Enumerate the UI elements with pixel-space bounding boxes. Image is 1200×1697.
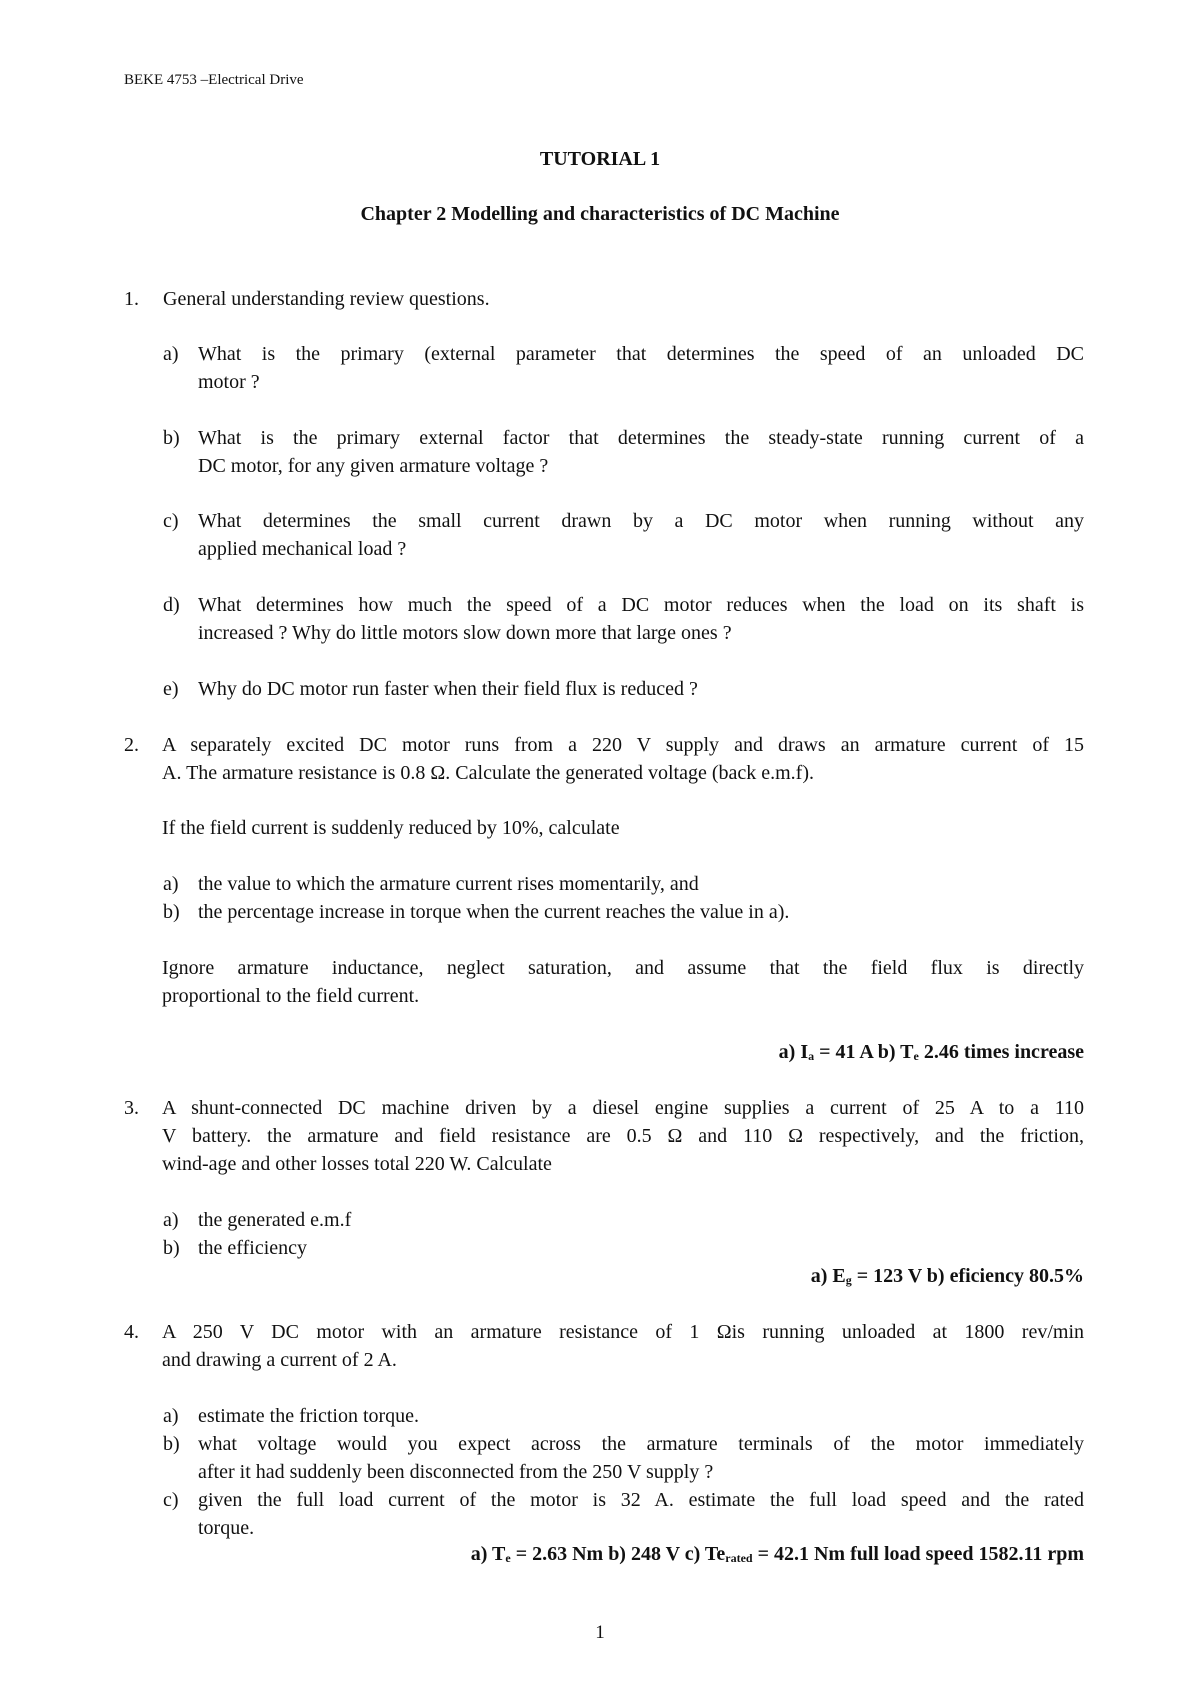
q4c-label: c) [163, 1489, 179, 1511]
q1d-line1: What determines how much the speed of a DC motor reduces when the load on its shaft is [198, 594, 1084, 616]
q2b-text: the percentage increase in torque when the current reaches the value in a). [198, 901, 790, 923]
q3b-text: the efficiency [198, 1237, 308, 1259]
tutorial-title: TUTORIAL 1 [539, 148, 661, 170]
q2-line2: A. The armature resistance is 0.8 Ω. Calculate the generated voltage (back e.m.f). [162, 762, 815, 784]
q4-line1: A 250 V DC motor with an armature resistance of 1 Ωis running unloaded at 1800 rev/min [162, 1321, 1084, 1343]
q3-line3: wind-age and other losses total 220 W. Calculate [162, 1153, 552, 1175]
q2-line1: A separately excited DC motor runs from a 220 V supply and draws an armature current of 15 [162, 734, 1084, 756]
q2-line4: Ignore armature inductance, neglect saturation, and assume that the field flux is directly [162, 957, 1084, 979]
q4b-line1: what voltage would you expect across the armature terminals of the motor immediately [198, 1433, 1084, 1455]
q1a-line1: What is the primary (external parameter that determines the speed of an unloaded DC [198, 343, 1084, 365]
q1-text: General understanding review questions. [163, 288, 490, 310]
q4c-line1: given the full load current of the motor is 32 A. estimate the full load speed and the rated [198, 1489, 1084, 1511]
q1b-line1: What is the primary external factor that determines the steady-state running current of a [198, 427, 1084, 449]
q4a-text: estimate the friction torque. [198, 1405, 420, 1427]
q3a-text: the generated e.m.f [198, 1209, 352, 1231]
q4a-label: a) [163, 1405, 179, 1427]
q3-answer: a) $E_g = 123$ V b) eficiency 80.5% [810, 1265, 1084, 1287]
q4c-line2: torque. [198, 1517, 255, 1539]
q3-line1: A shunt-connected DC machine driven by a diesel engine supplies a current of 25 A to a 110 [162, 1097, 1084, 1119]
q1d-line2: increased ? Why do little motors slow down more that large ones ? [198, 622, 732, 644]
q2-line5: proportional to the field current. [162, 985, 420, 1007]
q4-answer: a) $T_e = 2.63$ Nm b) 248 V c) $Te_{rated} = 42.1$ Nm full load speed 1582.11 rpm [470, 1543, 1084, 1565]
q2-answer: a) $I_a = 41$ A b) $T_e$ 2.46 times increase [778, 1041, 1084, 1063]
q1b-label: b) [163, 427, 180, 449]
q4-number: 4. [124, 1321, 139, 1343]
page-header: BEKE 4753 –Electrical Drive [124, 72, 304, 88]
q2b-label: b) [163, 901, 180, 923]
q1a-label: a) [163, 343, 179, 365]
q1-number: 1. [124, 288, 139, 310]
q4-line2: and drawing a current of 2 A. [162, 1349, 397, 1371]
q3a-label: a) [163, 1209, 179, 1231]
q2-number: 2. [124, 734, 139, 756]
q1a-line2: motor ? [198, 371, 260, 393]
q2-line3: If the field current is suddenly reduced by 10%, calculate [162, 817, 620, 839]
q4b-label: b) [163, 1433, 180, 1455]
q1c-label: c) [163, 510, 179, 532]
q1d-label: d) [163, 594, 180, 616]
q2a-text: the value to which the armature current rises momentarily, and [198, 873, 699, 895]
q3-line2: V battery. the armature and field resistance are 0.5 Ω and 110 Ω respectively, and the friction, [162, 1125, 1084, 1147]
chapter-title: Chapter 2 Modelling and characteristics of DC Machine [360, 203, 840, 225]
q3b-label: b) [163, 1237, 180, 1259]
q3-number: 3. [124, 1097, 139, 1119]
q1e-label: e) [163, 678, 179, 700]
q1b-line2: DC motor, for any given armature voltage ? [198, 455, 549, 477]
q1c-line1: What determines the small current drawn by a DC motor when running without any [198, 510, 1084, 532]
q1e-line1: Why do DC motor run faster when their field flux is reduced ? [198, 678, 698, 700]
q2a-label: a) [163, 873, 179, 895]
q1c-line2: applied mechanical load ? [198, 538, 407, 560]
q4b-line2: after it had suddenly been disconnected from the 250 V supply ? [198, 1461, 714, 1483]
page-number: 1 [595, 1622, 605, 1643]
